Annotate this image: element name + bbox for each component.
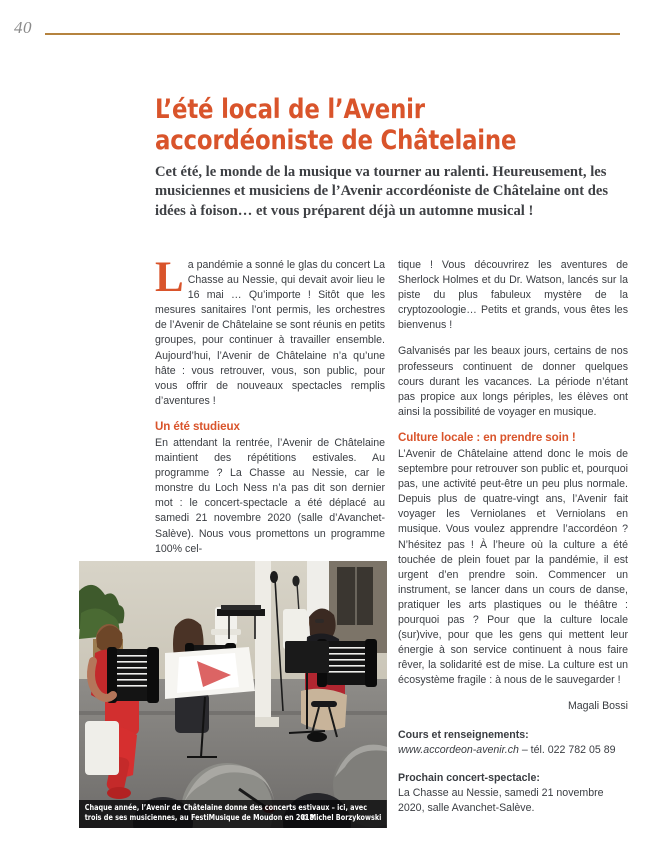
info-cours-title: Cours et renseignements: [398,728,529,741]
website-link[interactable]: www.accordeon-avenir.ch [398,743,519,756]
paragraph-un-ete-studieux: En attendant la rentrée, l’Avenir de Châtelaine maintient des répétitions estivales. Au programme ? La Chasse au Nessie, car le monstre du Loch Ness n’a pas dit son dernier mot : le concert-spectacle a été déplacé au samedi 21 novembre 2020 (salle d’Avanchet-Salève). Nous vous promettons un programme 100% cel- [155,436,385,555]
article-lead-paragraph: Cet été, le monde de la musique va tourner au ralenti. Heureusement, les musiciennes et musiciens de l’Avenir accordéoniste de Châtelaine ont des idées à foison… et vous préparent déjà un automne musical ! [155,164,609,219]
drop-cap-letter: L [155,254,184,301]
subheading-culture-locale: Culture locale : en prendre soin ! [398,430,576,444]
paragraph-culture-locale: L’Avenir de Châtelaine attend donc le mois de septembre pour retrouver son public et, pourquoi pas, une activité peut-être un peu plus normale. Depuis plus de quatre-vingt ans, l’Avenir fait voyager les Verniolanes et Verniolans en musique. Vous voulez apprendre l’accordéon ? N’hésitez pas ! À l’heure où la culture a été touchée de plein fouet par la pandémie, il est urgent d’en prendre soin. Commencer un instrument, se lancer dans un cours de danse, pratiquer les arts plastiques ou le théâtre : pourquoi pas ? Pour que la culture locale (sur)vive, pour que les gens qui mettent leur énergie à son service continuent à nous faire rêver, la solidarité est de mise. La culture est un écosystème fragile : à nous de le sauvegarder ! [398,447,628,687]
photo-illustration [79,561,387,828]
info-block-cours [398,728,628,758]
article-column-left [155,254,385,557]
photo-caption-text: Chaque année, l’Avenir de Châtelaine donne des concerts estivaux – ici, avec trois de ses musiciennes, au FestiMusique de Moudon en 2018. [84,802,368,823]
photo-credit: © Michel Borzykowski [301,813,382,823]
page-number: 40 [14,18,32,37]
phone-number: – tél. 022 782 05 89 [518,743,616,756]
header-rule [45,33,620,35]
info-cours-body [398,743,628,758]
info-concert-body: La Chasse au Nessie, samedi 21 novembre 2020, salle Avanchet-Salève. [398,786,604,814]
subheading-un-ete-studieux: Un été studieux [155,419,240,433]
article-column-right [398,258,628,816]
info-block-concert [398,771,628,816]
info-concert-title: Prochain concert-spectacle: [398,771,540,784]
photo-caption [79,800,387,828]
paragraph-opening [155,254,385,409]
paragraph-celtique-continuation: tique ! Vous découvrirez les aventures de Sherlock Holmes et du Dr. Watson, lancés sur la piste du plus fabuleux mystère de la cryptozoologie… Petits et grands, vous êtes les bienvenus ! [398,259,628,332]
article-byline: Magali Bossi [567,700,628,713]
article-photo [79,561,387,828]
paragraph-opening-text: a pandémie a sonné le glas du concert La Chasse au Nessie, qui devait avoir lieu le 16 mai … Qu’importe ! Sitôt que les mesures sanitaires l’ont permis, les orchestres de l’Avenir de Châtelaine se sont réunis en petits groupes, pour continuer à travailler ensemble. Aujourd’hui, l’Avenir de Châtelaine n’a qu’une hâte : vous retrouver, vous, son public, pour vous offrir de nouveaux spectacles remplis d’aventures ! [155,259,385,407]
paragraph-cours-vacances: Galvanisés par les beaux jours, certains de nos professeurs continuent de donner quelques cours durant les vacances. La période n’étant pas propice aux longs périples, les élèves ont ainsi la possibilité de voyager en musique. [398,345,628,418]
article-title: L’été local de l’Avenir accordéoniste de Châtelaine [155,94,517,157]
